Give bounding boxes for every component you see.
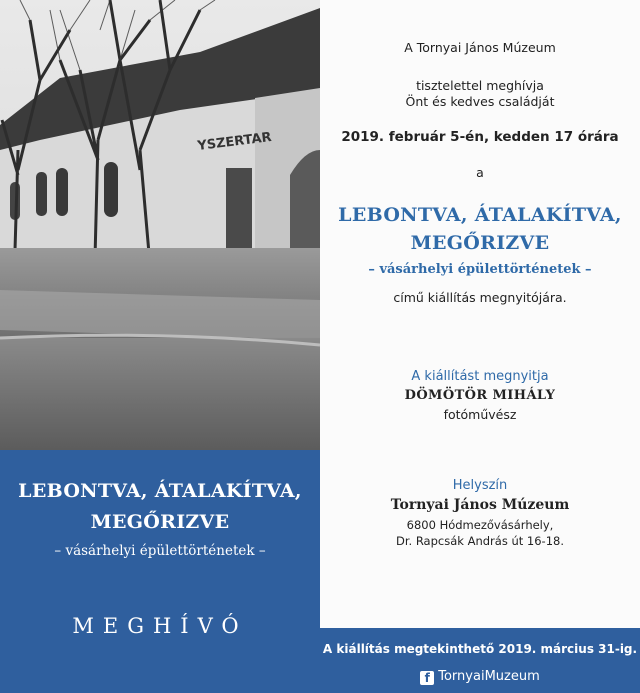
historic-building-photo (0, 0, 320, 450)
address-line1: 6800 Hódmezővásárhely, (406, 518, 554, 532)
opener-name: DÖMÖTÖR MIHÁLY (404, 388, 556, 403)
right-panel (320, 0, 640, 693)
left-subtitle: – vásárhelyi épülettörténetek – (54, 543, 266, 559)
building-sign-text: YSZERTAR (196, 130, 273, 154)
facebook-icon: f (420, 671, 434, 685)
location-label: Helyszín (452, 478, 508, 493)
connector-a: a (476, 165, 484, 180)
facebook-handle: TornyaiMuzeum (438, 669, 540, 684)
event-datetime: 2019. február 5-én, kedden 17 órára (341, 129, 619, 145)
invitation-label: MEGHÍVÓ (72, 614, 248, 638)
facebook-link[interactable] (320, 669, 640, 685)
exhibition-subtitle: – vásárhelyi épülettörténetek – (368, 262, 592, 277)
opener-label: A kiállítást megnyitja (411, 369, 549, 384)
venue-name: Tornyai János Múzeum (390, 497, 570, 513)
exhibition-line: című kiállítás megnyitójára. (393, 290, 567, 305)
left-title-panel (0, 450, 320, 693)
host-line: A Tornyai János Múzeum (404, 40, 556, 55)
left-title-line1: LEBONTVA, ÁTALAKÍTVA, (18, 480, 302, 502)
footer-bar (320, 628, 640, 693)
invite-line2: Önt és kedves családját (405, 94, 555, 109)
exhibition-title-line1: LEBONTVA, ÁTALAKÍTVA, (338, 204, 622, 226)
address-line2: Dr. Rapcsák András út 16-18. (395, 534, 564, 548)
invite-line1: tisztelettel meghívja (416, 78, 544, 93)
left-title-line2: MEGŐRIZVE (90, 511, 230, 533)
closing-date-text: A kiállítás megtekinthető 2019. március 31-ig. (322, 642, 638, 656)
exhibition-title-line2: MEGŐRIZVE (410, 232, 550, 254)
opener-role: fotóművész (443, 407, 517, 422)
